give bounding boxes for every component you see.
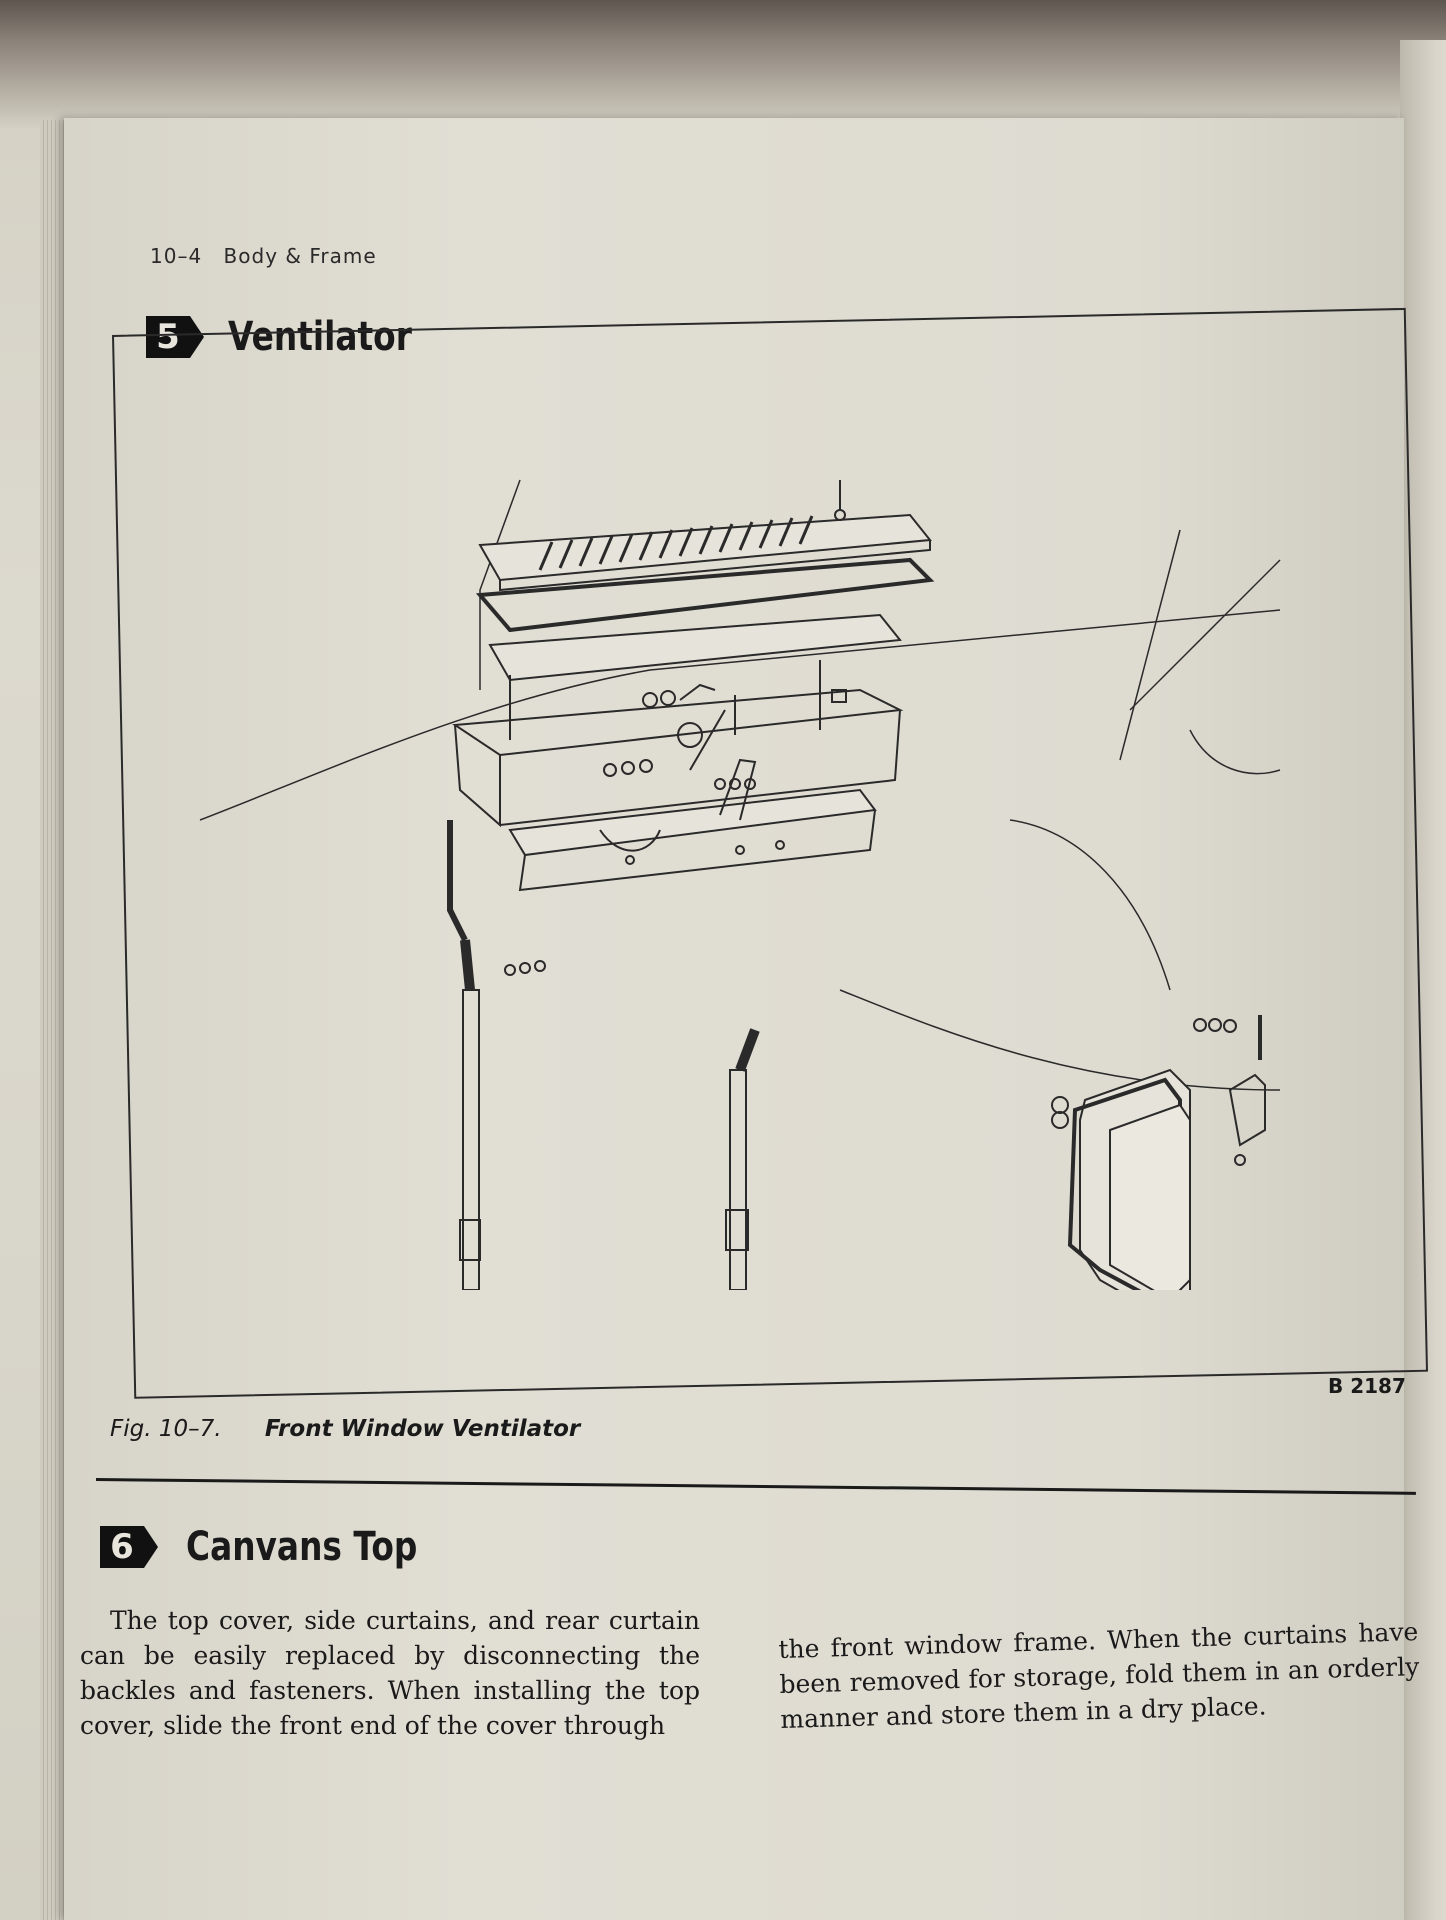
section-5-title: Ventilator — [228, 314, 412, 360]
page-number: 10–4 — [150, 244, 203, 268]
running-head — [150, 244, 391, 268]
corner-guard-detail — [1052, 1015, 1265, 1290]
body-text-left: The top cover, side curtains, and rear curtain can be easily replaced by disconnecting the backles and fasteners. When installing the top cover, slide the front end of the cover through — [80, 1606, 700, 1740]
chapter-name: Body & Frame — [223, 244, 377, 268]
louver-cover-group — [480, 480, 930, 590]
figure-title: Front Window Ventilator — [264, 1416, 581, 1442]
figure-caption — [110, 1416, 580, 1442]
ventilator-exploded-diagram — [180, 470, 1300, 1290]
right-operating-rod — [726, 1030, 755, 1290]
section-6-badge: 6 — [100, 1526, 144, 1568]
body-text-right: the front window frame. When the curtains have been removed for storage, fold them in an orderly manner and store them in a dry place. — [778, 1617, 1420, 1734]
linkage-bar — [510, 760, 875, 890]
section-5-badge: 5 — [146, 316, 190, 358]
left-operating-rod — [450, 820, 545, 1290]
small-fasteners — [604, 685, 846, 789]
figure-label: Fig. 10–7. — [110, 1416, 222, 1442]
figure-code: B 2187 — [1328, 1374, 1406, 1398]
section-6-title: Canvans Top — [186, 1524, 418, 1570]
